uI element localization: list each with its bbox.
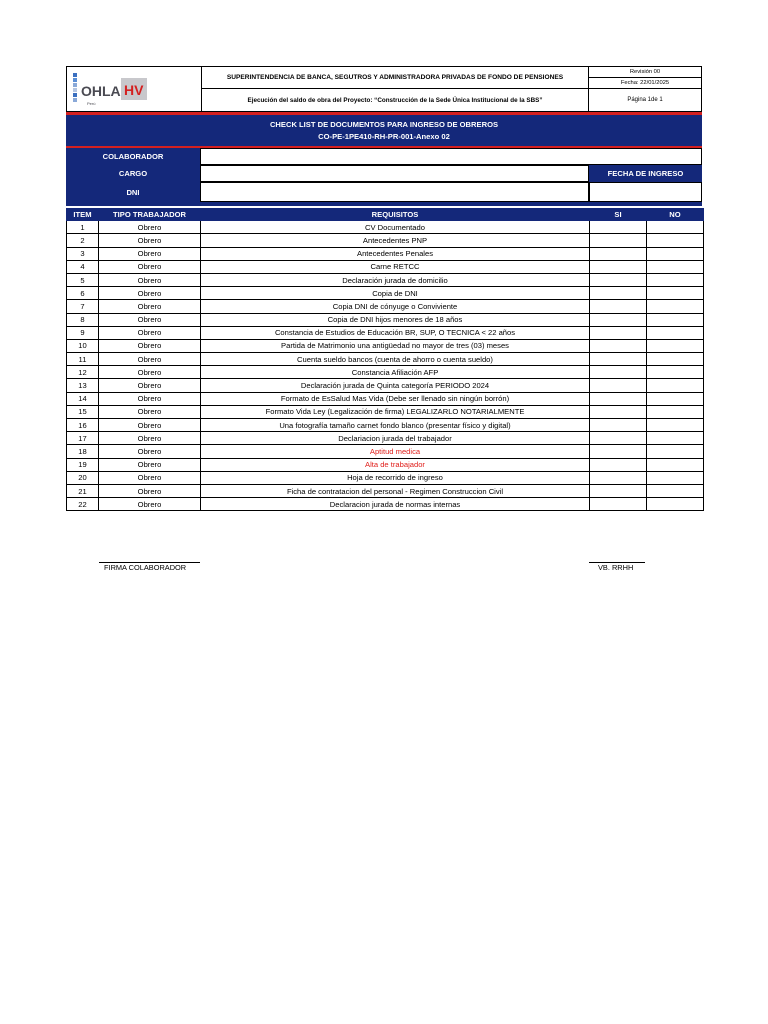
item-cell: 7 <box>67 300 99 313</box>
si-checkbox-cell[interactable] <box>590 432 647 445</box>
requisito-cell: Ficha de contratacion del personal - Regimen Construccion Civil <box>201 484 590 497</box>
requisito-cell: Una fotografía tamaño carnet fondo blanco (presentar físico y digital) <box>201 419 590 432</box>
tipo-cell: Obrero <box>99 300 201 313</box>
item-cell: 16 <box>67 419 99 432</box>
no-checkbox-cell[interactable] <box>647 366 704 379</box>
table-row <box>67 353 704 366</box>
si-checkbox-cell[interactable] <box>590 392 647 405</box>
requisito-cell: Alta de trabajador <box>201 458 590 471</box>
table-row <box>67 300 704 313</box>
tipo-cell: Obrero <box>99 247 201 260</box>
project-name: Ejecución del saldo de obra del Proyecto: “Construcción de la Sede Única Institucional de la SBS” <box>202 89 589 111</box>
requisito-cell: Declaración jurada de domicilio <box>201 273 590 286</box>
si-checkbox-cell[interactable] <box>590 366 647 379</box>
si-checkbox-cell[interactable] <box>590 326 647 339</box>
colaborador-label: COLABORADOR <box>66 148 200 165</box>
table-row <box>67 379 704 392</box>
si-checkbox-cell[interactable] <box>590 484 647 497</box>
si-checkbox-cell[interactable] <box>590 221 647 234</box>
no-checkbox-cell[interactable] <box>647 379 704 392</box>
table-row <box>67 392 704 405</box>
organization-name: SUPERINTENDENCIA DE BANCA, SEGUTROS Y ADMINISTRADORA PRIVADAS DE FONDO DE PENSIONES <box>202 67 589 89</box>
si-checkbox-cell[interactable] <box>590 471 647 484</box>
tipo-cell: Obrero <box>99 405 201 418</box>
tipo-cell: Obrero <box>99 432 201 445</box>
requisito-cell: Formato de EsSalud Mas Vida (Debe ser llenado sin ningún borrón) <box>201 392 590 405</box>
table-row <box>67 339 704 352</box>
no-checkbox-cell[interactable] <box>647 405 704 418</box>
document-header <box>66 66 702 112</box>
item-cell: 9 <box>67 326 99 339</box>
tipo-cell: Obrero <box>99 471 201 484</box>
item-cell: 12 <box>67 366 99 379</box>
tipo-cell: Obrero <box>99 458 201 471</box>
item-cell: 4 <box>67 260 99 273</box>
no-checkbox-cell[interactable] <box>647 313 704 326</box>
item-cell: 13 <box>67 379 99 392</box>
no-checkbox-cell[interactable] <box>647 392 704 405</box>
item-cell: 20 <box>67 471 99 484</box>
table-row <box>67 287 704 300</box>
no-checkbox-cell[interactable] <box>647 260 704 273</box>
item-cell: 10 <box>67 339 99 352</box>
table-row <box>67 221 704 234</box>
no-checkbox-cell[interactable] <box>647 273 704 286</box>
requisito-cell: Copia de DNI hijos menores de 18 años <box>201 313 590 326</box>
tipo-cell: Obrero <box>99 260 201 273</box>
tipo-cell: Obrero <box>99 353 201 366</box>
header-no: NO <box>647 207 704 221</box>
si-checkbox-cell[interactable] <box>590 313 647 326</box>
requisito-cell: Partida de Matrimonio una antigüedad no mayor de tres (03) meses <box>201 339 590 352</box>
tipo-cell: Obrero <box>99 287 201 300</box>
fecha-ingreso-label: FECHA DE INGRESO <box>589 165 702 182</box>
table-row <box>67 498 704 511</box>
ohla-hv-logo <box>67 67 202 111</box>
table-row <box>67 484 704 497</box>
header-tipo: TIPO TRABAJADOR <box>99 207 201 221</box>
item-cell: 8 <box>67 313 99 326</box>
tipo-cell: Obrero <box>99 339 201 352</box>
requisito-cell: Hoja de recorrido de ingreso <box>201 471 590 484</box>
no-checkbox-cell[interactable] <box>647 339 704 352</box>
item-cell: 22 <box>67 498 99 511</box>
revision-label: Revisión 00 <box>589 67 701 78</box>
si-checkbox-cell[interactable] <box>590 419 647 432</box>
checklist-table <box>66 206 704 511</box>
si-checkbox-cell[interactable] <box>590 458 647 471</box>
logo-badge-text: HV <box>124 82 144 98</box>
requisito-cell: Antecedentes PNP <box>201 234 590 247</box>
tipo-cell: Obrero <box>99 313 201 326</box>
requisito-cell: Declaracion jurada de normas internas <box>201 498 590 511</box>
no-checkbox-cell[interactable] <box>647 498 704 511</box>
fecha-ingreso-field[interactable] <box>589 182 702 202</box>
requisito-cell: Formato Vida Ley (Legalización de firma) LEGALIZARLO NOTARIALMENTE <box>201 405 590 418</box>
no-checkbox-cell[interactable] <box>647 247 704 260</box>
item-cell: 1 <box>67 221 99 234</box>
si-checkbox-cell[interactable] <box>590 300 647 313</box>
table-row <box>67 273 704 286</box>
si-checkbox-cell[interactable] <box>590 287 647 300</box>
si-checkbox-cell[interactable] <box>590 353 647 366</box>
item-cell: 2 <box>67 234 99 247</box>
cargo-field[interactable] <box>200 165 589 182</box>
table-row <box>67 260 704 273</box>
no-checkbox-cell[interactable] <box>647 326 704 339</box>
requisito-cell: Copia de DNI <box>201 287 590 300</box>
requisito-cell: Cuenta sueldo bancos (cuenta de ahorro o cuenta sueldo) <box>201 353 590 366</box>
requisito-cell: Declaración jurada de Quinta categoría PERIODO 2024 <box>201 379 590 392</box>
title-line-1: CHECK LIST DE DOCUMENTOS PARA INGRESO DE OBREROS <box>269 119 499 129</box>
tipo-cell: Obrero <box>99 419 201 432</box>
signature-colaborador-label: FIRMA COLABORADOR <box>104 563 187 572</box>
requisito-cell: Aptitud medica <box>201 445 590 458</box>
item-cell: 6 <box>67 287 99 300</box>
si-checkbox-cell[interactable] <box>590 247 647 260</box>
tipo-cell: Obrero <box>99 498 201 511</box>
tipo-cell: Obrero <box>99 234 201 247</box>
table-row <box>67 326 704 339</box>
requisito-cell: Antecedentes Penales <box>201 247 590 260</box>
table-row <box>67 234 704 247</box>
dni-field[interactable] <box>200 182 589 202</box>
no-checkbox-cell[interactable] <box>647 353 704 366</box>
header-requisitos: REQUISITOS <box>201 207 590 221</box>
tipo-cell: Obrero <box>99 221 201 234</box>
signature-rrhh-label: VB. RRHH <box>598 563 634 572</box>
si-checkbox-cell[interactable] <box>590 379 647 392</box>
no-checkbox-cell[interactable] <box>647 445 704 458</box>
cargo-label: CARGO <box>66 165 200 182</box>
table-row <box>67 313 704 326</box>
logo-cell <box>67 67 202 111</box>
page-number: Página 1de 1 <box>627 97 663 103</box>
tipo-cell: Obrero <box>99 366 201 379</box>
no-checkbox-cell[interactable] <box>647 287 704 300</box>
item-cell: 11 <box>67 353 99 366</box>
requisito-cell: Declariacion jurada del trabajador <box>201 432 590 445</box>
table-row <box>67 445 704 458</box>
item-cell: 14 <box>67 392 99 405</box>
colaborador-field[interactable] <box>200 148 702 165</box>
table-row <box>67 458 704 471</box>
header-item: ITEM <box>67 207 99 221</box>
requisito-cell: Carne RETCC <box>201 260 590 273</box>
no-checkbox-cell[interactable] <box>647 471 704 484</box>
table-row <box>67 405 704 418</box>
table-row <box>67 419 704 432</box>
item-cell: 5 <box>67 273 99 286</box>
tipo-cell: Obrero <box>99 445 201 458</box>
requisito-cell: CV Documentado <box>201 221 590 234</box>
no-checkbox-cell[interactable] <box>647 234 704 247</box>
item-cell: 19 <box>67 458 99 471</box>
tipo-cell: Obrero <box>99 326 201 339</box>
table-row <box>67 432 704 445</box>
item-cell: 17 <box>67 432 99 445</box>
date-label: Fecha: 22/01/2025 <box>589 78 701 89</box>
si-checkbox-cell[interactable] <box>590 405 647 418</box>
tipo-cell: Obrero <box>99 484 201 497</box>
si-checkbox-cell[interactable] <box>590 445 647 458</box>
tipo-cell: Obrero <box>99 392 201 405</box>
no-checkbox-cell[interactable] <box>647 221 704 234</box>
title-line-2: CO-PE-1PE410-RH-PR-001-Anexo 02 <box>318 131 450 141</box>
no-checkbox-cell[interactable] <box>647 419 704 432</box>
header-si: SI <box>590 207 647 221</box>
table-row <box>67 247 704 260</box>
si-checkbox-cell[interactable] <box>590 234 647 247</box>
no-checkbox-cell[interactable] <box>647 300 704 313</box>
table-header-row <box>67 207 704 221</box>
si-checkbox-cell[interactable] <box>590 339 647 352</box>
item-cell: 18 <box>67 445 99 458</box>
table-row <box>67 366 704 379</box>
requisito-cell: Constancia de Estudios de Educación BR, SUP, O TECNICA < 22 años <box>201 326 590 339</box>
item-cell: 21 <box>67 484 99 497</box>
tipo-cell: Obrero <box>99 273 201 286</box>
si-checkbox-cell[interactable] <box>590 273 647 286</box>
no-checkbox-cell[interactable] <box>647 458 704 471</box>
table-row <box>67 471 704 484</box>
no-checkbox-cell[interactable] <box>647 432 704 445</box>
requisito-cell: Copia DNI de cónyuge o Conviviente <box>201 300 590 313</box>
dni-label: DNI <box>66 182 200 202</box>
no-checkbox-cell[interactable] <box>647 484 704 497</box>
logo-brand-text: OHLA <box>81 83 121 99</box>
document-title <box>66 112 702 149</box>
si-checkbox-cell[interactable] <box>590 498 647 511</box>
tipo-cell: Obrero <box>99 379 201 392</box>
item-cell: 15 <box>67 405 99 418</box>
si-checkbox-cell[interactable] <box>590 260 647 273</box>
item-cell: 3 <box>67 247 99 260</box>
requisito-cell: Constancia Afiliación AFP <box>201 366 590 379</box>
logo-country-text: Perú <box>87 101 96 106</box>
